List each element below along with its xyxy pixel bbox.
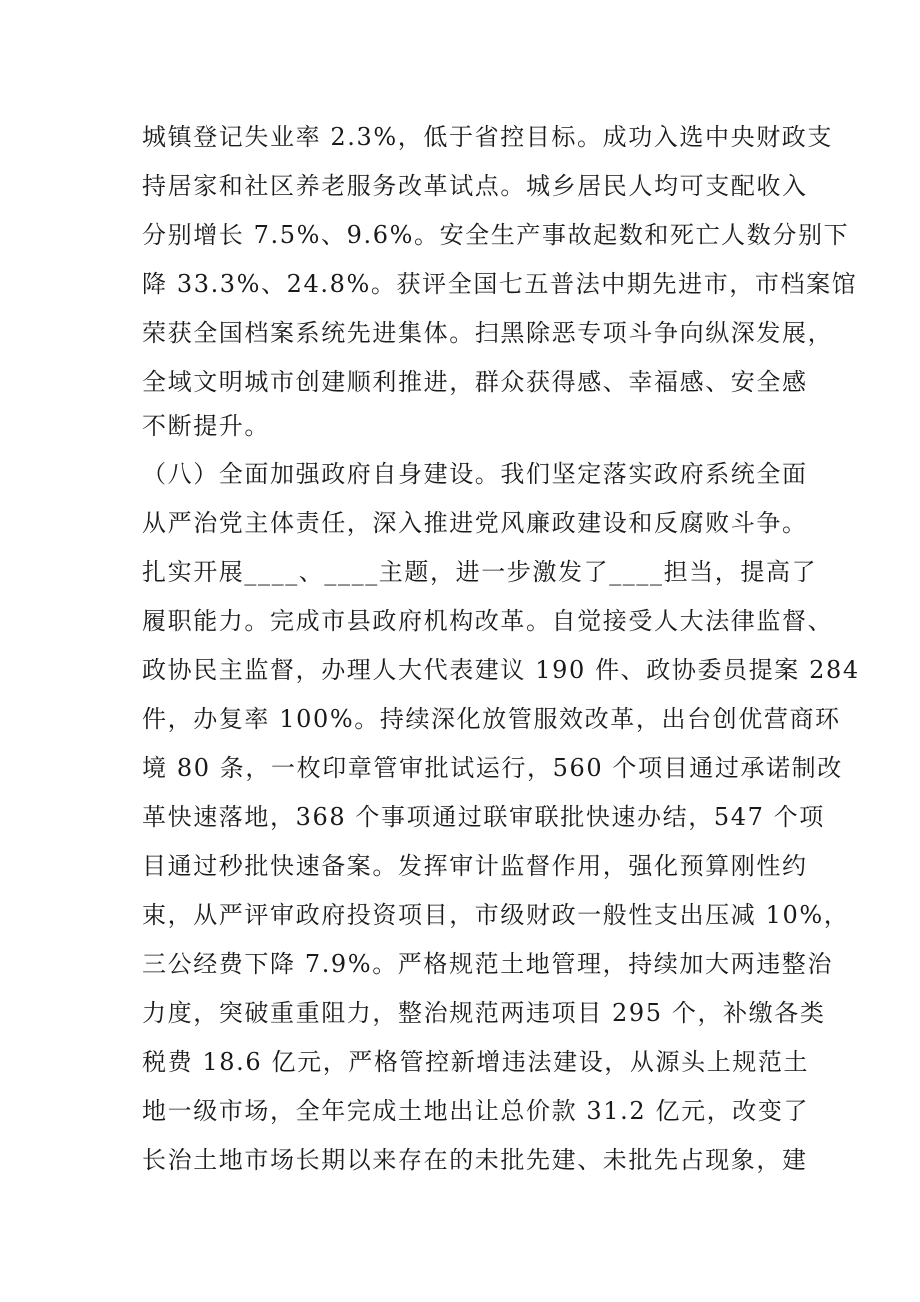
text-line: 束，从严评审政府投资项目，市级财政一般性支出压减 10%， xyxy=(142,901,850,929)
text-line: 长治土地市场长期以来存在的未批先建、未批先占现象，建 xyxy=(142,1146,808,1174)
text-line: 不断提升。 xyxy=(142,412,270,440)
text-line: 件，办复率 100%。持续深化放管服效改革，出台创优营商环 xyxy=(142,705,841,733)
text-line: 履职能力。完成市县政府机构改革。自觉接受人大法律监督、 xyxy=(142,607,834,635)
text-line: 政协民主监督，办理人大代表建议 190 件、政协委员提案 284 xyxy=(142,656,860,684)
text-line: 税费 18.6 亿元，严格管控新增违法建设，从源头上规范土 xyxy=(142,1048,810,1076)
text-line: 全域文明城市创建顺利推进，群众获得感、幸福感、安全感 xyxy=(142,368,808,396)
text-line: 持居家和社区养老服务改革试点。城乡居民人均可支配收入 xyxy=(142,172,808,200)
text-line: 地一级市场，全年完成土地出让总价款 31.2 亿元，改变了 xyxy=(142,1097,810,1125)
text-line: 分别增长 7.5%、9.6%。安全生产事故起数和死亡人数分别下 xyxy=(142,221,850,249)
text-line: 革快速落地，368 个事项通过联审联批快速办结，547 个项 xyxy=(142,803,825,831)
text-line: 荣获全国档案系统先进集体。扫黑除恶专项斗争向纵深发展， xyxy=(142,319,834,347)
text-line: 降 33.3%、24.8%。获评全国七五普法中期先进市，市档案馆 xyxy=(142,270,858,298)
section-heading-line: （八）全面加强政府自身建设。我们坚定落实政府系统全面 xyxy=(142,460,808,488)
text-line: 城镇登记失业率 2.3%，低于省控目标。成功入选中央财政支 xyxy=(142,123,833,151)
text-line: 境 80 条，一枚印章管审批试运行，560 个项目通过承诺制改 xyxy=(142,754,843,782)
text-line: 扎实开展____、____主题，进一步激发了____担当，提高了 xyxy=(142,558,818,586)
text-line: 从严治党主体责任，深入推进党风廉政建设和反腐败斗争。 xyxy=(142,509,808,537)
text-line: 三公经费下降 7.9%。严格规范土地管理，持续加大两违整治 xyxy=(142,950,833,978)
text-line: 目通过秒批快速备案。发挥审计监督作用，强化预算刚性约 xyxy=(142,852,808,880)
text-line: 力度，突破重重阻力，整治规范两违项目 295 个，补缴各类 xyxy=(142,999,826,1027)
